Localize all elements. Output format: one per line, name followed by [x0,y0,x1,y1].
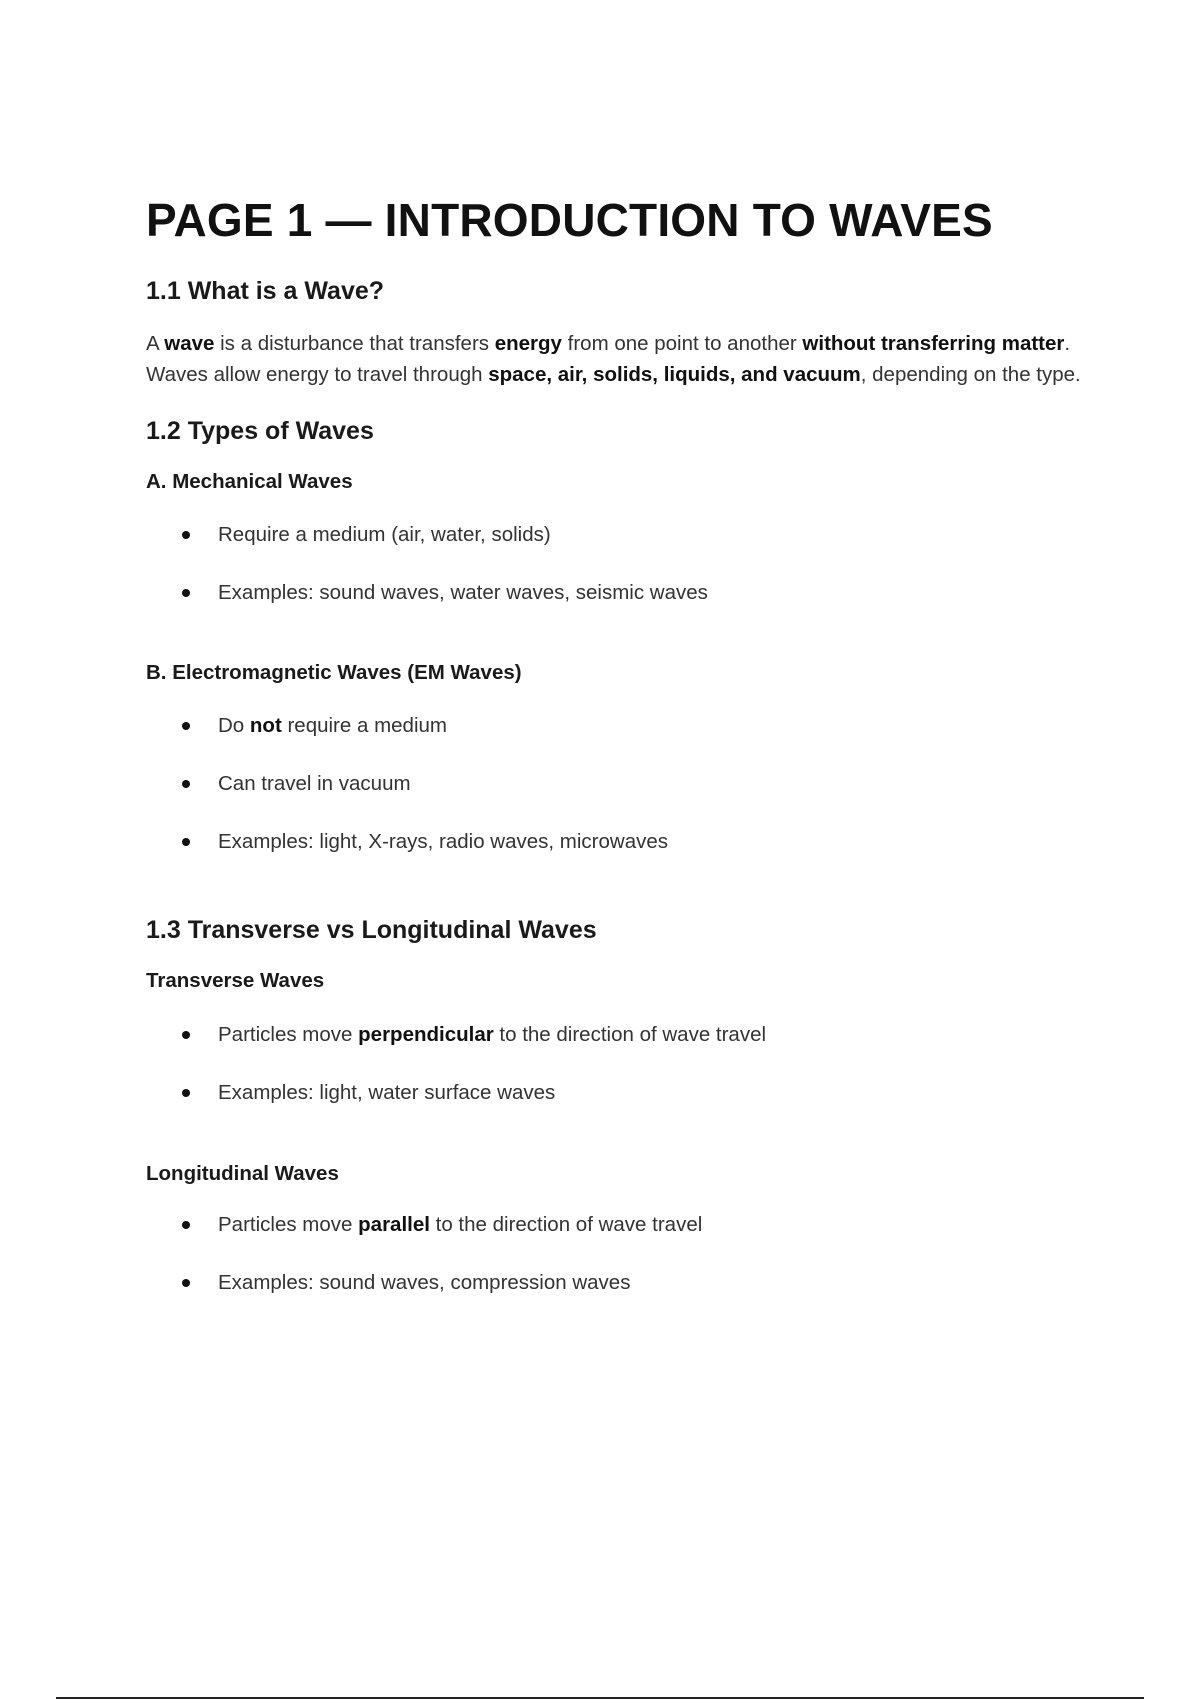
section-heading-1-1: 1.1 What is a Wave? [146,277,385,305]
subheading-mechanical-waves: A. Mechanical Waves [146,470,353,493]
list-item-text: Examples: sound waves, compression waves [218,1271,631,1294]
longitudinal-waves-list [146,1210,1086,1298]
subheading-transverse-waves: Transverse Waves [146,969,325,992]
bullet-icon [182,780,190,788]
bold-text-run: not [249,714,282,737]
text-run: A [146,332,165,355]
bullet-icon [182,1221,190,1229]
bullet-icon [182,531,190,539]
list-item [146,1020,1086,1050]
bold-text-run: wave [164,332,215,355]
text-run: to the direction of wave travel [493,1023,767,1046]
bold-text-run: perpendicular [358,1023,494,1046]
text-run: . Waves allow energy to travel through [146,332,1071,386]
list-item [146,711,1086,741]
text-run: Particles move [218,1213,359,1236]
subheading-em-waves: B. Electromagnetic Waves (EM Waves) [146,661,522,684]
subheading-longitudinal-waves: Longitudinal Waves [146,1162,339,1185]
list-item-text: Examples: sound waves, water waves, seismic waves [218,581,708,604]
page-content [146,190,1086,1298]
mechanical-waves-list [146,520,1086,608]
text-run: is a disturbance that transfers [214,332,495,355]
bullet-icon [182,722,190,730]
text-run: require a medium [281,714,447,737]
transverse-waves-list [146,1020,1086,1108]
section-1-1-paragraph [146,329,1086,390]
page-title: PAGE 1 — INTRODUCTION TO WAVES [146,194,993,246]
text-run: Particles move [218,1023,359,1046]
text-run: , depending on the type. [860,362,1081,386]
bullet-icon [182,1089,190,1097]
list-item [146,578,1086,608]
bold-text-run: parallel [358,1213,430,1236]
list-item [146,1268,1086,1298]
bullet-icon [182,589,190,597]
list-item [146,769,1086,799]
bullet-icon [182,1031,190,1039]
section-heading-1-3: 1.3 Transverse vs Longitudinal Waves [146,916,597,944]
bold-text-run: energy [494,332,562,355]
text-run: Do [218,714,250,737]
page-bottom-rule [56,1697,1144,1699]
section-heading-1-2: 1.2 Types of Waves [146,417,374,445]
list-item-text: Can travel in vacuum [218,772,411,795]
list-item-text: Require a medium (air, water, solids) [218,523,551,546]
list-item-text: Examples: light, X-rays, radio waves, microwaves [218,830,669,853]
bullet-icon [182,838,190,846]
bullet-icon [182,1279,190,1287]
text-run: to the direction of wave travel [429,1213,703,1236]
list-item-text: Examples: light, water surface waves [218,1081,556,1104]
list-item [146,1078,1086,1108]
bold-text-run: without transferring matter [802,332,1065,355]
bold-text-run: space, air, solids, liquids, and vacuum [488,362,861,386]
list-item [146,1210,1086,1240]
list-item [146,827,1086,857]
em-waves-list [146,711,1086,857]
text-run: from one point to another [561,332,803,355]
list-item [146,520,1086,550]
